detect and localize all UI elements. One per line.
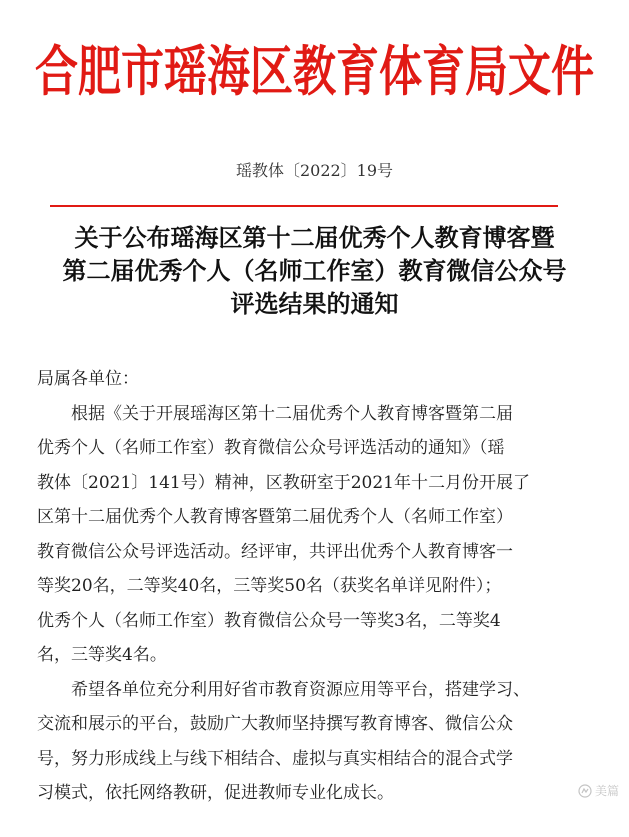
notice-title-line: 评选结果的通知 <box>230 290 399 318</box>
paragraph-line: 号，努力形成线上与线下相结合、虚拟与真实相结合的混合式学 <box>37 748 513 769</box>
paragraph-line: 根据《关于开展瑶海区第十二届优秀个人教育博客暨第二届 <box>71 403 513 424</box>
salutation-text: 局属各单位： <box>37 369 139 389</box>
paragraph-line: 希望各单位充分利用好省市教育资源应用等平台，搭建学习、 <box>71 679 530 700</box>
notice-title <box>20 222 609 321</box>
watermark-text: 美篇 <box>594 784 619 798</box>
paragraph-line: 习模式，依托网络教研，促进教师专业化成长。 <box>37 783 394 803</box>
header-divider <box>50 205 558 207</box>
paragraph-line: 交流和展示的平台，鼓励广大教师坚持撰写教育博客、微信公众 <box>37 714 513 734</box>
notice-title-line: 第二届优秀个人（名师工作室）教育微信公众号 <box>62 257 567 285</box>
paragraph-line: 教体〔2021〕141号）精神，区教研室于2021年十二月份开展了 <box>37 472 530 493</box>
notice-title-line: 关于公布瑶海区第十二届优秀个人教育博客暨 <box>74 224 555 252</box>
document-header-title: 合肥市瑶海区教育体育局文件 <box>35 41 594 104</box>
paragraph-line: 优秀个人（名师工作室）教育微信公众号评选活动的通知》（瑶 <box>37 438 505 458</box>
paragraph-line: 名，三等奖4名。 <box>37 645 167 665</box>
paragraph-1 <box>37 397 597 673</box>
paragraph-line: 教育微信公众号评选活动。经评审，共评出优秀个人教育博客一 <box>37 541 513 562</box>
salutation <box>37 362 597 397</box>
paragraph-2 <box>37 673 597 811</box>
paragraph-line: 区第十二届优秀个人教育博客暨第二届优秀个人（名师工作室） <box>37 507 513 527</box>
paragraph-line: 等奖20名，二等奖40名，三等奖50名（获奖名单详见附件）； <box>37 576 502 596</box>
watermark <box>578 782 619 799</box>
document-number: 瑶教体〔2022〕19号 <box>235 161 394 180</box>
meipian-logo-icon <box>578 784 592 798</box>
document-body <box>37 362 597 811</box>
paragraph-line: 优秀个人（名师工作室）教育微信公众号一等奖3名，二等奖4 <box>37 610 501 631</box>
